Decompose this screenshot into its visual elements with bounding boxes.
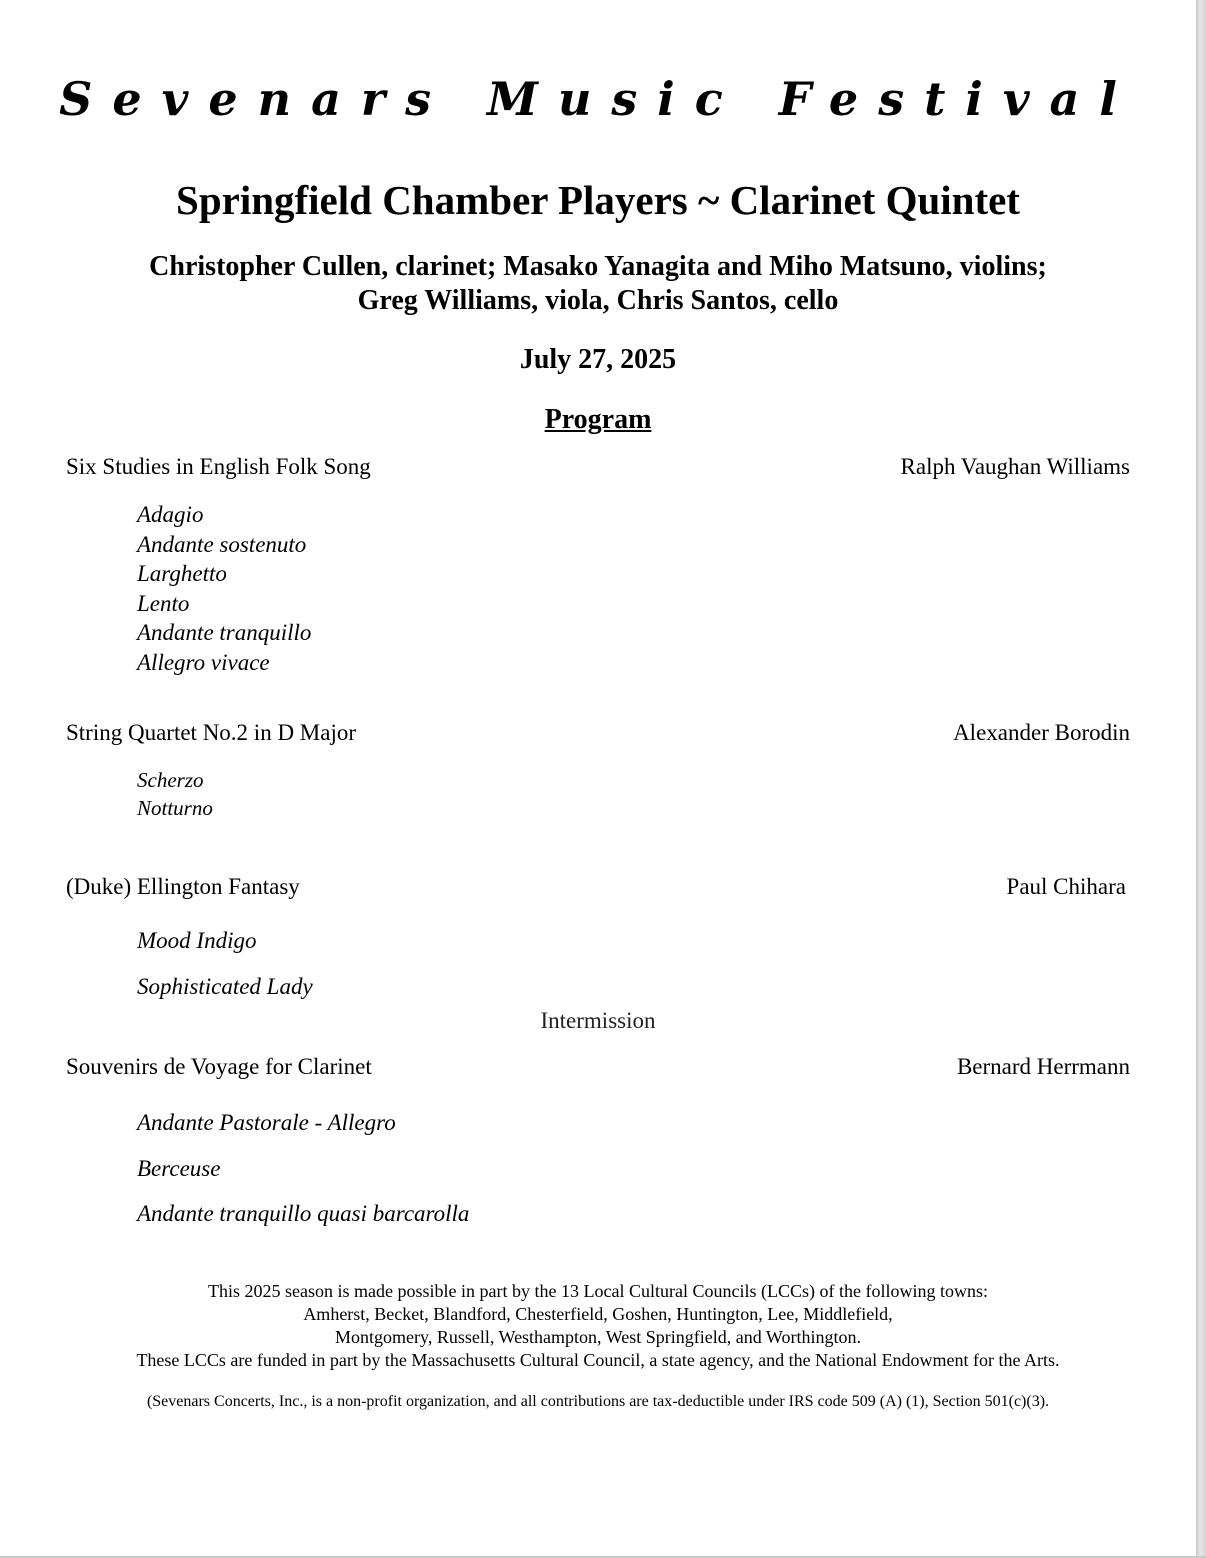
- funding-line: Amherst, Becket, Blandford, Chesterfield, Goshen, Huntington, Lee, Middlefield,: [303, 1304, 893, 1324]
- performers-line-1: Christopher Cullen, clarinet; Masako Yanagita and Miho Matsuno, violins;: [149, 251, 1047, 282]
- work-title: Six Studies in English Folk Song: [66, 454, 371, 479]
- festival-title: Sevenars Music Festival: [59, 72, 1137, 126]
- program-work: [66, 874, 1130, 906]
- movement: Sophisticated Lady: [137, 974, 313, 999]
- funding-acknowledgement: [0, 1280, 1196, 1372]
- movement: Lento: [137, 590, 190, 616]
- program-work: [66, 720, 1130, 752]
- movement: Mood Indigo: [137, 928, 257, 953]
- program-work: [66, 1054, 1130, 1086]
- movement-list: [137, 500, 311, 677]
- movement: Andante Pastorale - Allegro: [137, 1110, 396, 1135]
- performers-line-2: Greg Williams, viola, Chris Santos, cello: [357, 285, 839, 316]
- funding-line: Montgomery, Russell, Westhampton, West Springfield, and Worthington.: [335, 1327, 861, 1347]
- work-composer: Bernard Herrmann: [956, 1054, 1130, 1079]
- movement-list: [137, 1100, 469, 1237]
- movement-list: [137, 766, 213, 822]
- work-composer: Paul Chihara: [1006, 874, 1126, 899]
- movement: Andante tranquillo quasi barcarolla: [137, 1201, 470, 1226]
- funding-line: This 2025 season is made possible in part by the 13 Local Cultural Councils (LCCs) of the following towns:: [208, 1281, 988, 1301]
- movement: Andante tranquillo: [137, 620, 312, 645]
- work-title: (Duke) Ellington Fantasy: [66, 874, 300, 899]
- movement: Andante sostenuto: [137, 531, 307, 557]
- nonprofit-disclaimer: (Sevenars Concerts, Inc., is a non-profit organization, and all contributions are tax-deductible under IRS code 509 (A) (1), Section 501(c)(3).: [146, 1393, 1050, 1410]
- movement: Berceuse: [137, 1155, 221, 1181]
- movement: Notturno: [137, 796, 213, 820]
- intermission: Intermission: [540, 1008, 656, 1033]
- ensemble-title: Springfield Chamber Players ~ Clarinet Quintet: [176, 177, 1020, 223]
- movement: Adagio: [137, 502, 204, 527]
- movement-list: [137, 918, 313, 1010]
- movement: Larghetto: [137, 561, 227, 586]
- movement: Allegro vivace: [137, 649, 270, 675]
- program-work: [66, 454, 1130, 486]
- work-composer: Alexander Borodin: [953, 720, 1130, 745]
- page-edge: [1196, 0, 1206, 1558]
- work-title: Souvenirs de Voyage for Clarinet: [66, 1054, 372, 1079]
- funding-line: These LCCs are funded in part by the Massachusetts Cultural Council, a state agency, and the National Endowment for the Arts.: [136, 1350, 1060, 1370]
- concert-date: July 27, 2025: [519, 344, 677, 375]
- work-title: String Quartet No.2 in D Major: [66, 720, 357, 745]
- movement: Scherzo: [137, 768, 204, 792]
- work-composer: Ralph Vaughan Williams: [900, 454, 1130, 479]
- program-heading: Program: [544, 404, 652, 435]
- performers: [0, 250, 1196, 318]
